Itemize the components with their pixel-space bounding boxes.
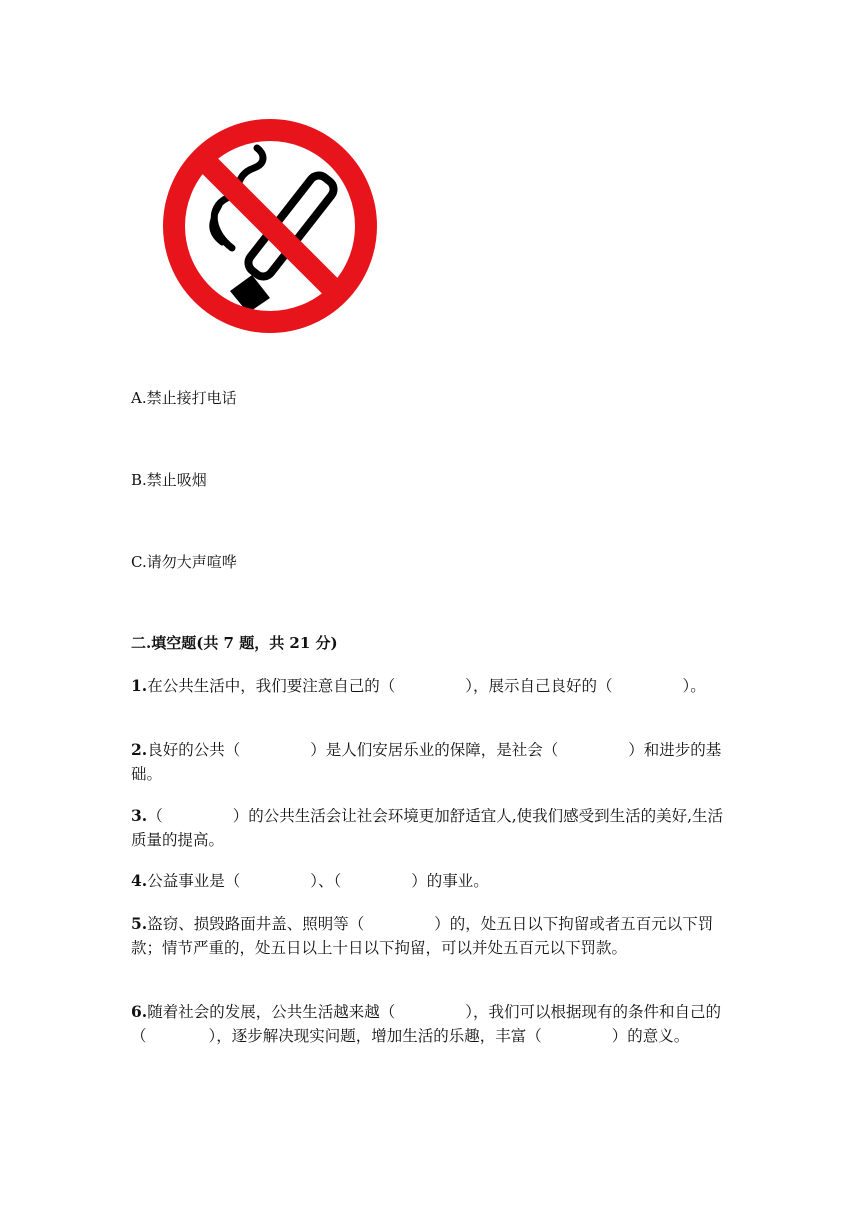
question-2: 2.良好的公共（ ）是人们安居乐业的保障，是社会（ ）和进步的基础。	[131, 740, 722, 783]
question-4: 4.公益事业是（ ）、（ ）的事业。	[131, 871, 489, 890]
option-a[interactable]: A.禁止接打电话	[131, 389, 237, 407]
question-1: 1.在公共生活中，我们要注意自己的（ ），展示自己良好的（ ）。	[131, 676, 706, 695]
question-5: 5.盗窃、损毁路面井盖、照明等（ ）的，处五日以下拘留或者五百元以下罚款；情节严重的，处五日以上十日以下拘留，可以并处五百元以下罚款。	[131, 914, 714, 957]
question-3: 3.（ ）的公共生活会让社会环境更加舒适宜人,使我们感受到生活的美好,生活质量的提高。	[131, 806, 724, 849]
option-c[interactable]: C.请勿大声喧哗	[131, 553, 237, 571]
option-b[interactable]: B.禁止吸烟	[131, 471, 207, 489]
section-heading: 二.填空题(共 7 题，共 21 分)	[131, 634, 338, 652]
question-6: 6.随着社会的发展，公共生活越来越（ ），我们可以根据现有的条件和自己的（ ），逐步解决现实问题，增加生活的乐趣，丰富（ ）的意义。	[131, 1002, 721, 1045]
no-smoking-icon	[162, 113, 378, 339]
